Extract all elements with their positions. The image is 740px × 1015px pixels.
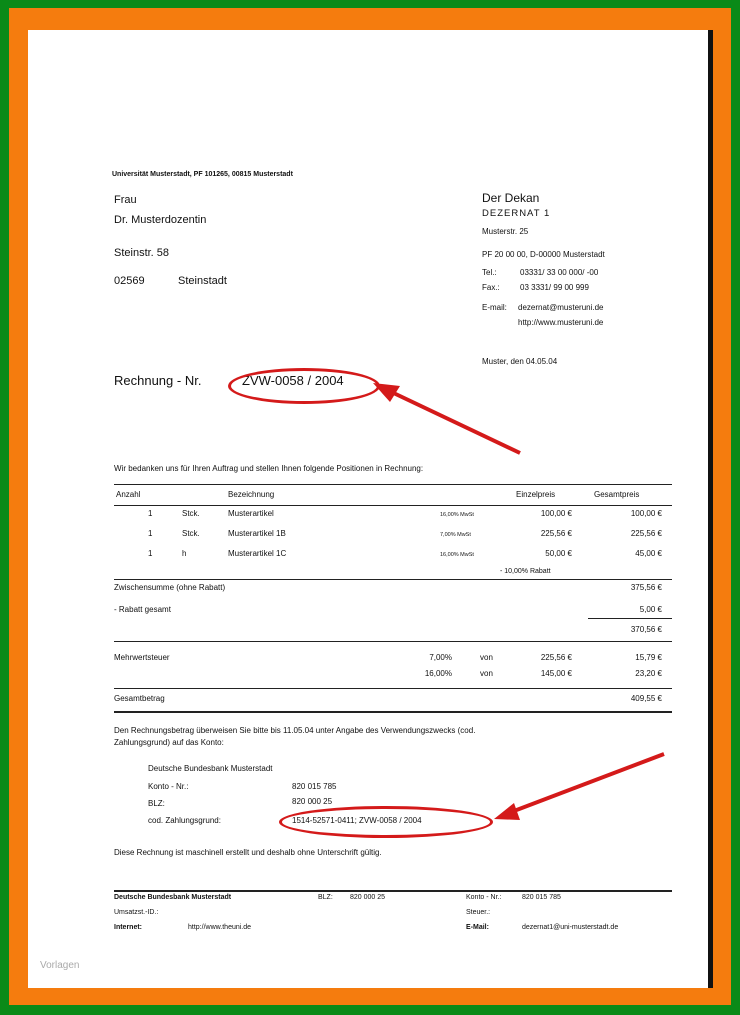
issuer-web[interactable]: http://www.musteruni.de [518,318,604,327]
issuer-street: Musterstr. 25 [482,227,529,236]
total-label: Gesamtbetrag [114,694,165,703]
annotation-arrows [28,30,712,988]
row-qty: 1 [148,509,153,518]
issuer-postbox: PF 20 00 00, D-00000 Musterstadt [482,250,605,259]
vat-label: Mehrwertsteuer [114,653,170,662]
row-unit: h [182,549,187,558]
payment-text-2: Zahlungsgrund) auf das Konto: [114,738,224,747]
footer-internet[interactable]: http://www.theuni.de [188,924,252,931]
vat-base: 145,00 € [540,669,572,678]
row-desc: Musterartikel 1C [228,549,287,558]
footer-blz-label: BLZ: [318,894,333,901]
bank-blz-label: BLZ: [148,799,165,808]
issuer-fax: 03 3331/ 99 00 999 [520,283,589,292]
arrow-line-2 [506,754,664,814]
bank-name: Deutsche Bundesbank Musterstadt [148,764,273,773]
footer-email-label: E-Mail: [466,924,489,931]
vat-of: von [480,669,493,678]
row-price: 100,00 € [540,509,572,518]
vat-amount: 23,20 € [635,669,662,678]
intro-text: Wir bedanken uns für Ihren Auftrag und stellen Ihnen folgende Positionen in Rechnung: [114,464,424,473]
row-tax: 16,00% MwSt [440,552,474,558]
recipient-street: Steinstr. 58 [114,247,170,259]
row-price: 225,56 € [540,529,572,538]
issuer-fax-label: Fax.: [482,283,500,292]
row-total: 225,56 € [630,529,662,538]
machine-note: Diese Rechnung ist maschinell erstellt und deshalb ohne Unterschrift gültig. [114,848,382,857]
row-unit: Stck. [182,529,200,538]
discount-value: 5,00 € [639,605,662,614]
issuer-place-date: Muster, den 04.05.04 [482,357,558,366]
recipient-zip: 02569 [114,275,145,287]
issuer-tel-label: Tel.: [482,268,497,277]
invoice-page [28,30,712,988]
row-qty: 1 [148,549,153,558]
row-qty: 1 [148,529,153,538]
footer-blz: 820 000 25 [350,894,386,901]
footer-internet-label: Internet: [114,924,142,931]
row-discount: - 10,00% Rabatt [500,568,551,575]
arrow-head-2 [494,803,520,820]
footer-konto: 820 015 785 [522,894,561,901]
row-total: 45,00 € [635,549,662,558]
invoice-label: Rechnung - Nr. [114,373,202,388]
bank-reason: 1514-52571-0411; ZVW-0058 / 2004 [292,816,422,825]
footer-email[interactable]: dezernat1@uni-musterstadt.de [522,924,619,931]
row-tax: 7,00% MwSt [440,532,471,538]
th-desc: Bezeichnung [228,490,275,499]
th-qty: Anzahl [116,490,141,499]
vat-amount: 15,79 € [635,653,662,662]
row-unit: Stck. [182,509,200,518]
issuer-department: DEZERNAT 1 [482,208,551,219]
discount-label: - Rabatt gesamt [114,605,171,614]
payment-text-1: Den Rechnungsbetrag überweisen Sie bitte bis 11.05.04 unter Angabe des Verwendungszwecks (cod. [114,726,476,735]
total-value: 409,55 € [630,694,662,703]
vat-rate: 16,00% [424,669,452,678]
footer-konto-label: Konto - Nr.: [466,894,502,901]
invoice-number: ZVW-0058 / 2004 [242,373,344,388]
footer-ust-label: Umsatzst.-ID.: [114,909,159,916]
vat-base: 225,56 € [540,653,572,662]
subtotal-label: Zwischensumme (ohne Rabatt) [114,583,226,592]
subtotal-value: 375,56 € [630,583,662,592]
row-tax: 16,00% MwSt [440,512,474,518]
recipient-salutation: Frau [114,194,137,206]
recipient-city: Steinstadt [178,275,227,287]
issuer-title: Der Dekan [482,191,540,205]
row-desc: Musterartikel 1B [228,529,286,538]
bank-reason-label: cod. Zahlungsgrund: [148,816,221,825]
bank-account-label: Konto - Nr.: [148,782,189,791]
issuer-email[interactable]: dezernat@musteruni.de [518,303,604,312]
th-total-price: Gesamtpreis [594,490,640,499]
row-price: 50,00 € [545,549,572,558]
page-edge-shadow [708,30,713,988]
sender-line: Universität Musterstadt, PF 101265, 00815 Musterstadt [112,171,293,178]
row-total: 100,00 € [630,509,662,518]
bank-account: 820 015 785 [292,782,337,791]
watermark: Vorlagen [40,960,80,971]
th-unit-price: Einzelpreis [516,490,556,499]
bank-blz: 820 000 25 [292,797,333,806]
issuer-email-label: E-mail: [482,303,507,312]
footer-steuer-label: Steuer.: [466,909,491,916]
arrow-line-1 [383,388,520,453]
recipient-name: Dr. Musterdozentin [114,214,207,226]
vat-rate: 7,00% [429,653,452,662]
vat-of: von [480,653,493,662]
issuer-tel: 03331/ 33 00 000/ -00 [520,268,599,277]
net-value: 370,56 € [630,625,662,634]
footer-bank: Deutsche Bundesbank Musterstadt [114,894,232,901]
row-desc: Musterartikel [228,509,274,518]
